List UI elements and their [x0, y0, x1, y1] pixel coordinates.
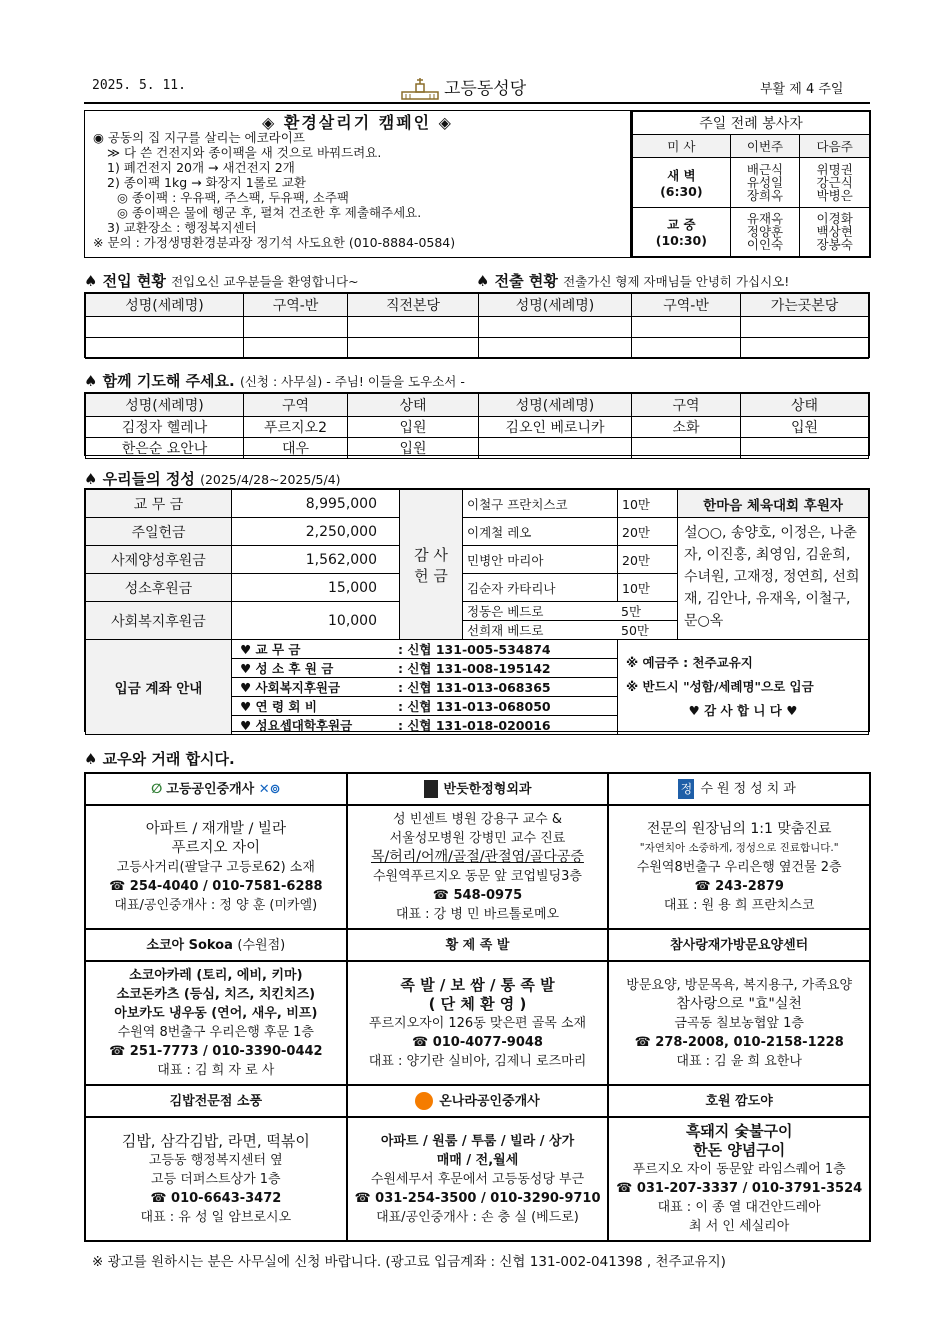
account-number: : 신협 131-013-068365 — [390, 678, 617, 697]
prayer-cell: 입원 — [348, 438, 479, 459]
thanks-offering-label: 감 사 헌 금 — [400, 490, 463, 640]
ad-title-realestate — [85, 773, 347, 805]
ads-heading: ♠ 교우와 거래 합시다. — [84, 750, 235, 768]
ad-line: 푸르지오자이 126동 맞은편 골목 소재 — [368, 1015, 587, 1031]
deposit-note: ※ 예금주 : 천주교유지 — [626, 655, 753, 670]
prayer-header: 성명(세례명) — [86, 394, 244, 417]
ads-table — [84, 772, 871, 1242]
account-name: ♥ 교 무 금 — [232, 640, 390, 659]
offerings-box — [84, 488, 870, 732]
ad-phone: ☎ 254-4040 / 010-7581-6288 — [109, 878, 323, 894]
header-divider — [84, 102, 870, 104]
ad-line: 참사랑으로 "효"실천 — [676, 995, 802, 1012]
thanks-amount: 5만 — [617, 602, 677, 621]
ad-line: 푸르지오 자이 — [171, 839, 261, 856]
ad-line: 수원역푸르지오 동문 앞 코업빌딩3층 — [372, 869, 582, 884]
offering-label: 사제양성후원금 — [86, 546, 232, 574]
deposit-notes — [618, 640, 869, 735]
prayer-header: 구역 — [244, 394, 348, 417]
ads-grid — [84, 772, 871, 1242]
transfer-in-title: ♠ 전입 현황 — [84, 272, 166, 290]
offering-label: 사회복지후원금 — [86, 602, 232, 640]
prayer-table — [85, 393, 869, 459]
church-name — [400, 74, 526, 100]
transfer-table-box — [84, 292, 870, 358]
logo-icon: ✕⊚ — [258, 781, 281, 797]
prayer-cell — [741, 438, 869, 459]
ad-owner: 최 서 인 세실리아 — [689, 1219, 790, 1234]
clinic-logo-icon — [424, 780, 438, 798]
prayer-title: ♠ 함께 기도해 주세요. — [84, 372, 235, 390]
table-row — [232, 640, 617, 659]
ad-line: 전문의 원장님의 1:1 맞춤진료 — [646, 820, 832, 837]
account-number: : 신협 131-005-534874 — [390, 640, 617, 659]
deposit-note: ※ 반드시 "성함/세례명"으로 입금 — [626, 679, 814, 694]
ad-name-sub: (수원점) — [237, 937, 286, 953]
ad-line: 족 발 / 보 쌈 / 통 족 발 — [400, 975, 555, 994]
offering-amount: 10,000 — [232, 602, 400, 640]
servers-this-week: 배근식 유성일 장희옥 — [730, 158, 800, 207]
ad-owner: 대표/공인중개사 : 정 양 훈 (미카엘) — [114, 897, 318, 913]
ad-owner: 대표 : 양기란 실비아, 김제니 로즈마리 — [368, 1053, 587, 1069]
table-row — [232, 697, 617, 716]
ad-phone: ☎ 251-7773 / 010-3390-0442 — [109, 1044, 323, 1059]
ad-owner: 대표/공인중개사 : 손 충 실 (베드로) — [376, 1209, 579, 1225]
campaign-line: ◎ 종이팩은 물에 헹군 후, 펼쳐 건조한 후 제출해주세요. — [117, 205, 422, 220]
account-name: ♥ 성 소 후 원 금 — [232, 659, 390, 678]
accounts-table — [232, 640, 617, 734]
ad-line: 아파트 / 원룸 / 투룸 / 빌라 / 상가 — [380, 1133, 575, 1149]
offering-amount: 2,250,000 — [232, 518, 400, 546]
ad-footer-note: ※ 광고를 원하시는 분은 사무실에 신청 바랍니다. (광고료 입금계좌 : 신협 131-002-041398 , 천주교유지) — [92, 1254, 726, 1270]
deposit-label: 입금 계좌 안내 — [86, 640, 232, 735]
transfer-header: 구역-반 — [244, 294, 348, 317]
ad-body — [608, 805, 870, 929]
prayer-cell: 소화 — [632, 417, 741, 438]
transfer-out-subtitle: 전출가신 형제 자매님들 안녕히 가십시오! — [563, 274, 790, 289]
mass-time: 새 벽 (6:30) — [633, 158, 731, 207]
offering-amount: 15,000 — [232, 574, 400, 602]
ad-phone: ☎ 278-2008, 010-2158-1228 — [634, 1034, 844, 1050]
ad-title-onnara — [347, 1085, 609, 1117]
account-number: : 신협 131-018-020016 — [398, 718, 551, 733]
ad-title-sokoa — [85, 929, 347, 961]
servers-header: 미 사 — [633, 135, 731, 158]
sun-logo-icon — [415, 1092, 433, 1110]
table-row — [86, 438, 869, 459]
ad-body — [85, 1117, 347, 1241]
ad-phone: ☎ 031-207-3337 / 010-3791-3524 — [616, 1181, 863, 1196]
ad-owner: 대표 : 유 성 일 암브로시오 — [140, 1209, 292, 1225]
servers-header: 다음주 — [800, 135, 870, 158]
ad-name: 고등공인중개사 — [166, 781, 255, 797]
ad-name: 반듯한정형외과 — [443, 781, 532, 797]
ad-line: 소코돈카츠 (등심, 치즈, 치킨치즈) — [116, 987, 316, 1002]
ad-title-orthopedics — [347, 773, 609, 805]
ad-name: 수원정성치과 — [700, 781, 800, 797]
ad-title-kimbap: 김밥전문점 소풍 — [85, 1085, 347, 1117]
thanks-name: 정동은 베드로 — [463, 602, 617, 621]
ad-line: 김밥, 삼각김밥, 라면, 떡볶이 — [121, 1131, 310, 1150]
thanks-name: 이계철 레오 — [463, 518, 618, 546]
campaign-contact: ※ 문의 : 가정생명환경분과장 정기석 사도요한 (010-8884-0584) — [93, 235, 456, 250]
prayer-header: 구역 — [632, 394, 741, 417]
prayer-header: 성명(세례명) — [479, 394, 632, 417]
thanks-amount: 10만 — [618, 490, 678, 518]
offerings-heading — [84, 468, 341, 489]
ad-body — [608, 1117, 870, 1241]
ad-line: 푸르지오 자이 동문앞 라임스퀘어 1층 — [632, 1162, 846, 1177]
ad-phone: ☎ 010-4077-9048 — [411, 1034, 543, 1050]
campaign-line: 2) 종이팩 1kg → 화장지 1롤로 교환 — [107, 175, 306, 190]
ad-line: 목/허리/어깨/골절/관절염/골다공증 — [371, 849, 584, 865]
offering-amount: 8,995,000 — [232, 490, 400, 518]
ad-line: 수원세무서 후문에서 고등동성당 부근 — [370, 1171, 585, 1187]
ad-line: 고등 더퍼스트상가 1층 — [151, 1171, 281, 1187]
ad-line: 소코아카레 (토리, 에비, 키마) — [129, 968, 303, 983]
ad-body — [85, 805, 347, 929]
thanks-amount: 50만 — [621, 623, 649, 638]
table-row — [232, 716, 617, 735]
ad-line: ( 단 체 환 영 ) — [428, 994, 527, 1013]
liturgy-servers-box — [631, 110, 871, 258]
ad-line: 고등동 행정복지센터 옆 — [148, 1152, 283, 1168]
liturgical-week: 부활 제 4 주일 — [760, 82, 844, 97]
prayer-cell — [632, 438, 741, 459]
ad-line: 고등사거리(팔달구 고등로62) 소재 — [116, 859, 315, 875]
offerings-table — [85, 489, 869, 735]
campaign-title: ◈ 환경살리기 캠페인 ◈ — [262, 113, 453, 132]
thanks-amount: 20만 — [618, 518, 678, 546]
offering-amount: 1,562,000 — [232, 546, 400, 574]
transfer-table — [85, 293, 869, 359]
ad-title-care: 참사랑재가방문요양센터 — [608, 929, 870, 961]
ad-phone: ☎ 243-2879 — [694, 878, 784, 894]
prayer-cell — [479, 438, 632, 459]
servers-next-week: 위명권 강근식 박병은 — [800, 158, 870, 207]
account-number: : 신협 131-013-068050 — [390, 697, 617, 716]
prayer-subtitle: (신청 : 사무실) - 주님! 이들을 도우소서 - — [239, 374, 465, 389]
servers-next-week: 이경화 백상현 장봉숙 — [800, 207, 870, 256]
thanks-amount: 20만 — [618, 546, 678, 574]
prayer-cell: 김오인 베로니카 — [479, 417, 632, 438]
thanks-extra — [463, 602, 678, 640]
ad-line: "자연치아 소중하게, 정성으로 진료합니다." — [639, 841, 839, 854]
ad-line: 서울성모병원 강병민 교수 진료 — [389, 831, 566, 846]
ad-body — [608, 961, 870, 1085]
environment-campaign-box — [84, 110, 631, 258]
ad-line: 아파트 / 재개발 / 빌라 — [145, 820, 286, 837]
prayer-cell: 입원 — [348, 417, 479, 438]
thanks-amount: 10만 — [618, 574, 678, 602]
prayer-header: 상태 — [348, 394, 479, 417]
ad-title-dental — [608, 773, 870, 805]
ad-body — [347, 805, 609, 929]
transfer-out-title: ♠ 전출 현황 — [476, 272, 558, 290]
leaf-icon: ∅ — [151, 781, 163, 797]
bulletin-date: 2025. 5. 11. — [92, 78, 186, 93]
thanks-name: 선희재 베드로 — [467, 623, 544, 638]
account-name: ♥ 성요셉대학후원금 — [240, 718, 353, 733]
campaign-line: ◎ 종이팩 : 우유팩, 주스팩, 두유팩, 소주팩 — [117, 190, 350, 205]
account-name: ♥ 연 령 회 비 — [232, 697, 390, 716]
servers-title: 주일 전례 봉사자 — [633, 112, 870, 135]
deposit-accounts — [232, 640, 618, 735]
mass-time: 교 중 (10:30) — [633, 207, 731, 256]
ad-name: 소코아 Sokoa — [146, 937, 233, 953]
prayer-header: 상태 — [741, 394, 869, 417]
table-row — [232, 678, 617, 697]
campaign-line: ≫ 다 쓴 건전지와 종이팩을 새 것으로 바꿔드려요. — [107, 145, 382, 160]
ad-line: 매매 / 전,월세 — [436, 1152, 519, 1168]
offering-label: 교 무 금 — [86, 490, 232, 518]
ad-line: 방문요양, 방문목욕, 복지용구, 가족요양 — [626, 977, 853, 993]
ad-line: 아보카도 냉우동 (연어, 새우, 비프) — [114, 1006, 318, 1021]
transfer-header: 구역-반 — [632, 294, 741, 317]
church-name-text: 고등동성당 — [444, 79, 527, 99]
offering-label: 주일헌금 — [86, 518, 232, 546]
ad-owner: 대표 : 이 종 열 대건안드레아 — [657, 1200, 821, 1215]
servers-this-week: 유재옥 정양훈 이인숙 — [730, 207, 800, 256]
campaign-line: ◉ 공동의 집 지구를 살리는 에코라이프 — [93, 130, 305, 145]
church-icon — [400, 78, 440, 100]
prayer-cell: 한은순 요안나 — [86, 438, 244, 459]
offering-label: 성소후원금 — [86, 574, 232, 602]
transfer-out-heading — [476, 270, 789, 291]
prayer-cell: 푸르지오2 — [244, 417, 348, 438]
transfer-header: 성명(세례명) — [479, 294, 632, 317]
ad-line: 수원역8번출구 우리은행 옆건물 2층 — [636, 859, 842, 875]
prayer-cell: 대우 — [244, 438, 348, 459]
prayer-heading — [84, 370, 465, 391]
transfer-in-subtitle: 전입오신 교우분들을 환영합니다~ — [171, 274, 359, 289]
thank-you-note: ♥ 감 사 합 니 다 ♥ — [688, 703, 798, 718]
ad-phone: ☎ 031-254-3500 / 010-3290-9710 — [354, 1190, 601, 1206]
offerings-title: ♠ 우리들의 정성 — [84, 470, 195, 488]
campaign-line: 1) 폐건전지 20개 → 새건전지 2개 — [107, 160, 295, 175]
prayer-cell: 입원 — [741, 417, 869, 438]
ad-owner: 대표 : 김 희 자 로 사 — [157, 1063, 275, 1078]
dental-logo-icon: 정 — [678, 779, 694, 799]
ad-line: 흑돼지 숯불구이 — [685, 1122, 793, 1140]
ad-owner: 대표 : 김 윤 희 요한나 — [676, 1053, 802, 1069]
sponsor-title: 한마음 체육대회 후원자 — [678, 490, 869, 518]
transfer-header: 성명(세례명) — [86, 294, 244, 317]
transfer-header: 가는곳본당 — [741, 294, 869, 317]
ad-owner: 대표 : 원 용 희 프란치스코 — [663, 897, 815, 913]
transfer-header: 직전본당 — [348, 294, 479, 317]
table-row — [232, 659, 617, 678]
ad-line: 수원역 8번출구 우리은행 후문 1층 — [117, 1025, 314, 1040]
transfer-in-heading — [84, 270, 359, 291]
thanks-extra-table — [463, 602, 677, 639]
ad-line: 금곡동 칠보농협앞 1층 — [674, 1015, 804, 1031]
ad-phone: ☎ 548-0975 — [432, 888, 523, 903]
prayer-cell: 김정자 헬레나 — [86, 417, 244, 438]
ad-body — [347, 1117, 609, 1241]
table-row — [86, 417, 869, 438]
ad-title-jokbal: 황 제 족 발 — [347, 929, 609, 961]
ad-phone: ☎ 010-6643-3472 — [150, 1190, 282, 1206]
campaign-line: 3) 교환장소 : 행정복지센터 — [107, 220, 257, 235]
ad-body — [347, 961, 609, 1085]
thanks-name: 민병안 마리아 — [463, 546, 618, 574]
ad-owner: 대표 : 강 병 민 바르톨로메오 — [395, 907, 560, 922]
sponsor-list: 설○○, 송양호, 이정은, 나춘자, 이진홍, 최영임, 김윤희, 수녀원, 고재정, 정연희, 선희재, 김안나, 유재옥, 이철구, 문○옥 — [678, 518, 869, 640]
servers-table — [632, 111, 870, 257]
prayer-table-box — [84, 392, 870, 456]
offerings-period: (2025/4/28~2025/5/4) — [200, 472, 341, 487]
servers-header: 이번주 — [730, 135, 800, 158]
account-number: : 신협 131-008-195142 — [390, 659, 617, 678]
ad-line: 한돈 양념구이 — [693, 1141, 786, 1159]
thanks-name: 김순자 카타리나 — [463, 574, 618, 602]
ad-line: 성 빈센트 병원 강용구 교수 & — [393, 812, 562, 827]
thanks-name: 이철구 프란치스코 — [463, 490, 618, 518]
ad-body — [85, 961, 347, 1085]
ad-name: 온나라공인중개사 — [439, 1093, 540, 1109]
account-name: ♥ 사회복지후원금 — [232, 678, 390, 697]
ad-title-howon: 호원 깜도야 — [608, 1085, 870, 1117]
